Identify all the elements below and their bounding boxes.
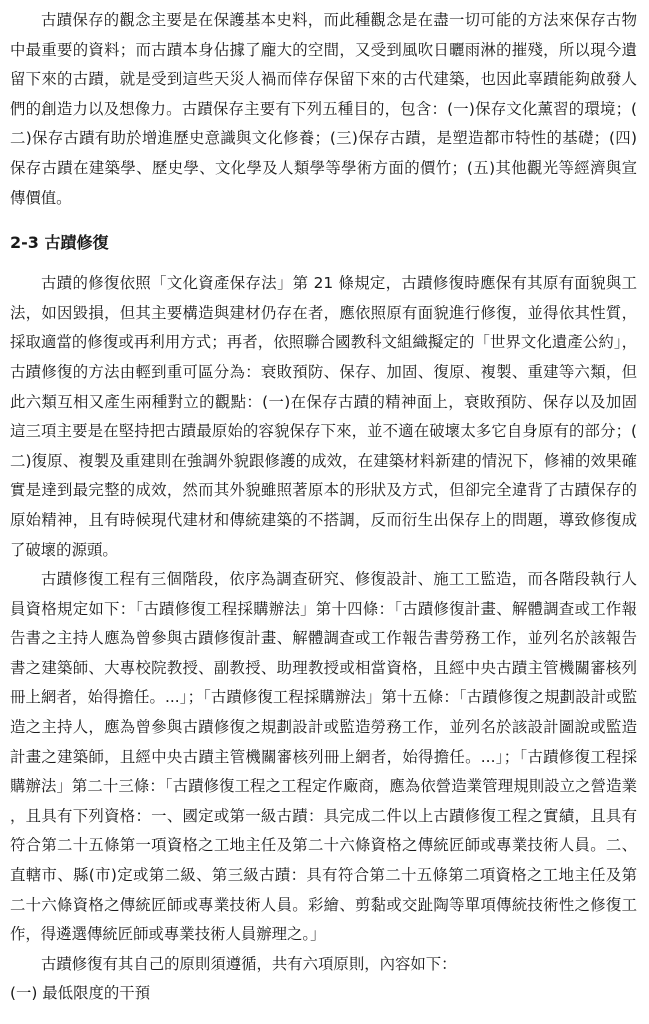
paragraph-restoration-stages: 古蹟修復工程有三個階段，依序為調查研究、修復設計、施工工監造，而各階段執行人員資格規定如下：「古蹟修復工程採購辦法」第十四條：「古蹟修復計畫、解體調查或工作報告書之主持人應為曾參與古蹟修復計畫、解體調查或工作報告書勞務工作，並列名於該報告書之建築師、大專校院教授、副教授、助理教授或相當資格，且經中央古蹟主管機關審核列冊上網者，始得擔任。...」；「古蹟修復工程採購辦法」第十五條：「古蹟修復之規劃設計或監造之主持人，應為曾參與古蹟修復之規劃設計或監造勞務工作，並列名於該設計圖說或監造計畫之建築師，且經中央古蹟主管機關審核列冊上網者，始得擔任。...」；「古蹟修復工程採購辦法」第二十三條：「古蹟修復工程之工程定作廠商，應為依營造業管理規則設立之營造業，且具有下列資格：一、國定或第一級古蹟：具完成二件以上古蹟修復工程之實績，且具有符合第二十五條第一項資格之工地主任及第二十六條資格之傳統匠師或專業技術人員。二、直轄市、縣(市)定或第二級、第三級古蹟：具有符合第二十五條第二項資格之工地主任及第二十六條資格之傳統匠師或專業技術人員。彩繪、剪黏或交趾陶等單項傳統技術性之修復工作，得遴選傳統匠師或專業技術人員辦理之。」 <box>10 570 637 944</box>
principle-heading-minimal-intervention: (一) 最低限度的干預 <box>10 984 151 1003</box>
paragraph-restoration-law: 古蹟的修復依照「文化資產保存法」第 21 條規定，古蹟修復時應保有其原有面貌與工法，如因毀損，但其主要構造與建材仍存在者，應依照原有面貌進行修復，並得依其性質，採取適當的修復或再利用方式；再者，依照聯合國教科文組織擬定的「世界文化遺產公約」，古蹟修復的方法由輕到重可區分為：衰敗預防、保存、加固、復原、複製、重建等六類，但此六類互相又產生兩種對立的觀點：(一)在保存古蹟的精神面上，衰敗預防、保存以及加固這三項主要是在堅持把古蹟最原始的容貌保存下來，並不適在破壞太多它自身原有的部分；(二)復原、複製及重建則在強調外貌跟修護的成效，在建築材料新建的情況下，修補的效果確實是達到最完整的成效，然而其外貌雖照著原本的形狀及方式，但卻完全違背了古蹟保存的原始精神，且有時候現代建材和傳統建築的不搭調，反而衍生出保存上的問題，導致修復成了破壞的源頭。 <box>10 274 637 559</box>
paragraph-preservation-purposes: 古蹟保存的觀念主要是在保護基本史料，而此種觀念是在盡一切可能的方法來保存古物中最重要的資料；而古蹟本身佔據了龐大的空間，又受到風吹日曬雨淋的摧殘，所以現今遺留下來的古蹟，就是受到這些天災人禍而倖存保留下來的古代建築，也因此辜蹟能夠啟發人們的創造力以及想像力。古蹟保存主要有下列五種目的，包含：(一)保存文化薰習的環境；(二)保存古蹟有助於增進歷史意識與文化修養；(三)保存古蹟，是塑造都市特性的基礎；(四)保存古蹟在建築學、歷史學、文化學及人類學等學術方面的價竹；(五)其他觀光等經濟與宣傳價值。 <box>10 11 637 207</box>
paragraph-restoration-principles-intro: 古蹟修復有其自己的原則須遵循，共有六項原則，內容如下： <box>41 954 457 973</box>
section-heading-restoration: 2-3 古蹟修復 <box>10 233 109 253</box>
